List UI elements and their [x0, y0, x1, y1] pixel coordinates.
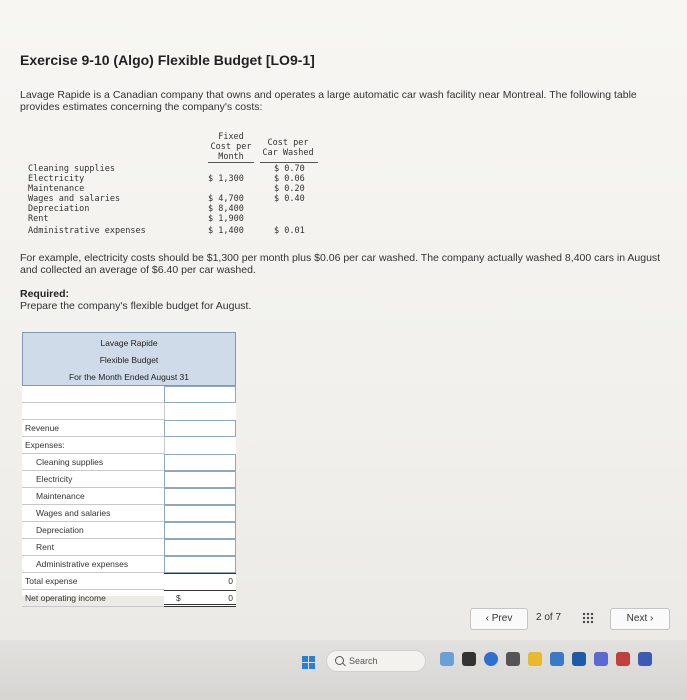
photos-app-icon[interactable] — [440, 652, 454, 666]
exercise-title: Exercise 9-10 (Algo) Flexible Budget [LO9-1] — [20, 52, 315, 68]
wages-input[interactable] — [164, 505, 236, 522]
cost-fixed: $ 1,900 — [208, 214, 244, 224]
budget-row-label: Wages and salaries — [22, 505, 164, 522]
budget-row-label: Cleaning supplies — [22, 454, 164, 471]
budget-period: For the Month Ended August 31 — [68, 372, 190, 382]
net-income-amount: 0 — [228, 593, 233, 603]
cost-row — [28, 194, 318, 204]
budget-title: Flexible Budget — [99, 355, 159, 365]
budget-row-label: Expenses: — [22, 437, 164, 454]
required-text: Prepare the company's flexible budget for August. — [20, 300, 252, 312]
header-underline — [260, 162, 318, 163]
budget-row-label: Total expense — [22, 573, 164, 590]
cost-table — [28, 128, 318, 240]
revenue-input[interactable] — [164, 420, 236, 437]
total-expense-row — [22, 573, 236, 590]
cost-row — [28, 204, 318, 214]
cost-name: Depreciation — [28, 204, 90, 214]
header-fixed — [206, 132, 256, 162]
rent-input[interactable] — [164, 539, 236, 556]
edge-browser-icon[interactable] — [484, 652, 498, 666]
taskbar-search[interactable] — [326, 650, 426, 672]
cost-name: Administrative expenses — [28, 226, 146, 236]
budget-header-row — [22, 386, 236, 403]
app-icon[interactable] — [616, 652, 630, 666]
cost-variable: $ 0.01 — [274, 226, 305, 236]
total-expense-value — [164, 573, 236, 590]
admin-expenses-row — [22, 556, 236, 573]
maintenance-input[interactable] — [164, 488, 236, 505]
cost-variable: $ 0.70 — [274, 164, 305, 174]
budget-row-label — [22, 386, 164, 403]
store-icon[interactable] — [550, 652, 564, 666]
header-variable-line: Car Washed — [262, 148, 314, 158]
revenue-row — [22, 420, 236, 437]
electricity-input[interactable] — [164, 471, 236, 488]
header-underline — [208, 162, 254, 163]
column-divider — [164, 437, 165, 454]
next-button[interactable]: Next › — [610, 608, 670, 630]
budget-row-label: Rent — [22, 539, 164, 556]
file-explorer-icon[interactable] — [528, 652, 542, 666]
header-variable — [258, 138, 318, 158]
prev-button[interactable]: ‹ Prev — [470, 608, 528, 630]
cost-variable: $ 0.06 — [274, 174, 305, 184]
question-navigation — [470, 608, 670, 630]
windows-icon[interactable] — [302, 656, 316, 670]
grid-icon[interactable] — [582, 612, 594, 624]
cost-fixed: $ 8,400 — [208, 204, 244, 214]
cost-name: Wages and salaries — [28, 194, 121, 204]
expenses-heading-row — [22, 437, 236, 454]
budget-row-label: Depreciation — [22, 522, 164, 539]
cost-name: Maintenance — [28, 184, 85, 194]
company-name: Lavage Rapide — [100, 338, 158, 348]
wages-row — [22, 505, 236, 522]
cost-row — [28, 226, 318, 236]
cost-row — [28, 184, 318, 194]
page-indicator: 2 of 7 — [536, 612, 562, 623]
net-income-row — [22, 590, 236, 607]
flexible-budget-header — [22, 332, 236, 386]
column-divider — [164, 403, 165, 420]
net-income-value — [164, 590, 236, 607]
admin-expenses-input[interactable] — [164, 556, 236, 573]
cost-name: Electricity — [28, 174, 85, 184]
cost-row — [28, 174, 318, 184]
search-icon — [335, 656, 344, 665]
budget-row-label: Maintenance — [22, 488, 164, 505]
budget-row-label: Electricity — [22, 471, 164, 488]
header-input[interactable] — [164, 386, 236, 403]
task-view-icon[interactable] — [462, 652, 476, 666]
header-variable-line: Cost per — [267, 138, 309, 148]
header-fixed-line: Month — [218, 152, 244, 162]
cost-variable: $ 0.20 — [274, 184, 305, 194]
budget-row-label: Revenue — [22, 420, 164, 437]
cleaning-supplies-row — [22, 454, 236, 471]
cost-fixed: $ 4,700 — [208, 194, 244, 204]
cost-fixed: $ 1,400 — [208, 226, 244, 236]
app-icon[interactable] — [506, 652, 520, 666]
header-fixed-line: Cost per — [210, 142, 252, 152]
cleaning-supplies-input[interactable] — [164, 454, 236, 471]
intro-text: Lavage Rapide is a Canadian company that owns and operates a large automatic car wash facility near Montreal. The following table provides estimates concerning the company's costs: — [20, 89, 637, 113]
total-expense-amount: 0 — [228, 576, 233, 586]
cost-variable: $ 0.40 — [274, 194, 305, 204]
required-label: Required: — [20, 288, 70, 300]
currency-symbol: $ — [176, 593, 181, 603]
example-text: For example, electricity costs should be $1,300 per month plus $0.06 per car washed. The company actually washed 8,400 cars in August and collected an average of $6.40 per car washed. — [20, 252, 661, 276]
budget-row-label: Administrative expenses — [22, 556, 164, 573]
rent-row — [22, 539, 236, 556]
electricity-row — [22, 471, 236, 488]
budget-row-label — [22, 403, 164, 420]
cost-row — [28, 164, 318, 174]
budget-blank-row — [22, 403, 236, 420]
header-fixed-line: Fixed — [218, 132, 244, 142]
app-icon[interactable] — [638, 652, 652, 666]
maintenance-row — [22, 488, 236, 505]
app-icon[interactable] — [594, 652, 608, 666]
depreciation-input[interactable] — [164, 522, 236, 539]
search-placeholder: Search — [349, 656, 378, 666]
cost-name: Cleaning supplies — [28, 164, 115, 174]
mail-icon[interactable] — [572, 652, 586, 666]
cost-row — [28, 214, 318, 224]
depreciation-row — [22, 522, 236, 539]
taskbar — [0, 640, 687, 700]
budget-row-label: Net operating income — [22, 590, 164, 607]
cost-name: Rent — [28, 214, 49, 224]
cost-fixed: $ 1,300 — [208, 174, 244, 184]
flexible-budget-form — [22, 332, 236, 603]
